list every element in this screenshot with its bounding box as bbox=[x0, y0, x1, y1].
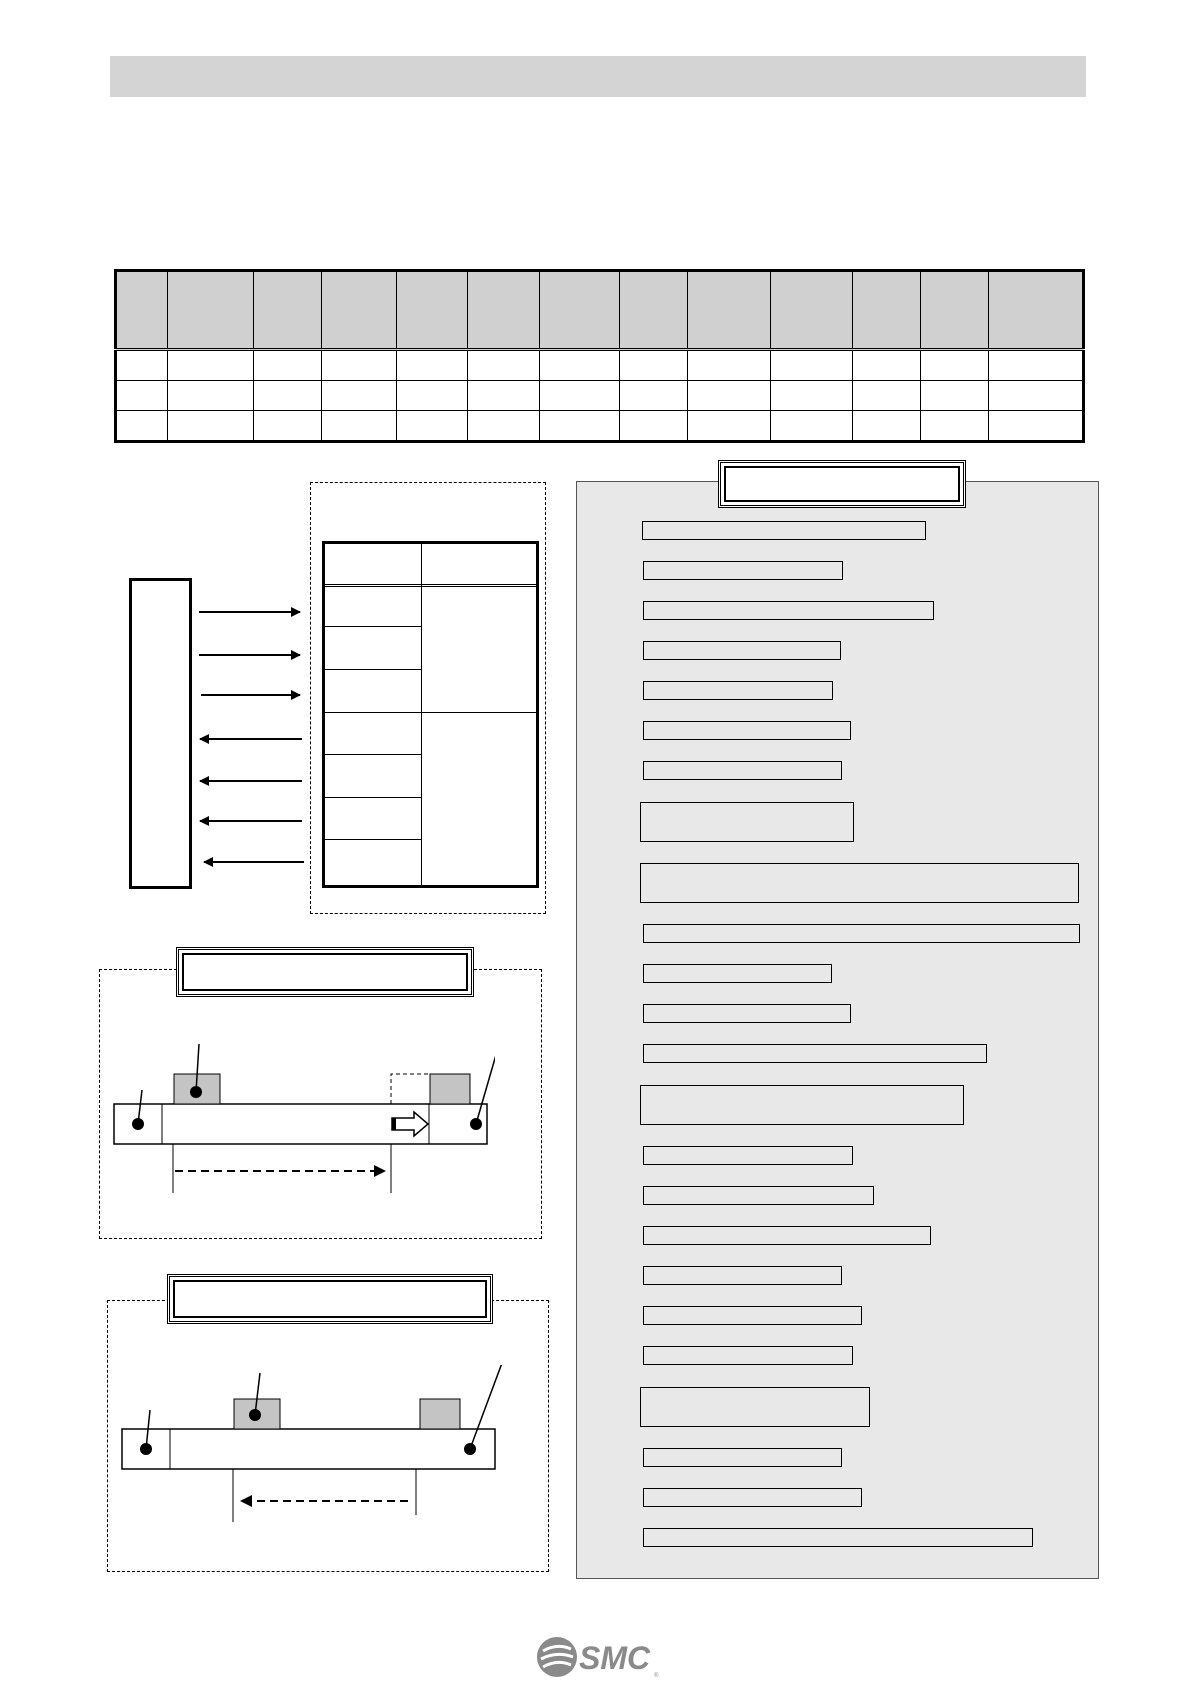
table-cell bbox=[620, 350, 688, 381]
table-cell bbox=[688, 411, 771, 442]
list-item-field bbox=[643, 1186, 874, 1205]
table-cell bbox=[468, 350, 540, 381]
list-item-field bbox=[640, 1387, 870, 1427]
controller-box bbox=[129, 578, 192, 889]
list-item-field bbox=[643, 1004, 851, 1023]
table-cell bbox=[322, 381, 397, 411]
table-cell bbox=[397, 381, 468, 411]
list-item-field bbox=[640, 802, 854, 842]
list-item-field bbox=[640, 1085, 964, 1125]
smc-logo-mark bbox=[537, 1637, 577, 1677]
section-header-band bbox=[110, 56, 1086, 97]
table-cell bbox=[620, 411, 688, 442]
table-cell bbox=[468, 381, 540, 411]
table-header-cell bbox=[254, 271, 322, 350]
list-item-field bbox=[643, 1266, 842, 1285]
table-cell bbox=[771, 411, 853, 442]
table-cell bbox=[921, 381, 989, 411]
smc-logo bbox=[535, 1635, 660, 1679]
table-cell bbox=[921, 350, 989, 381]
table-header-row bbox=[116, 271, 1084, 350]
list-item-field bbox=[640, 863, 1079, 903]
table-row bbox=[116, 411, 1084, 442]
list-item-field bbox=[643, 964, 832, 983]
table-cell bbox=[168, 411, 254, 442]
table-header-cell bbox=[468, 271, 540, 350]
actuator-rail bbox=[122, 1429, 495, 1469]
operation-diagram-1 bbox=[110, 1040, 495, 1195]
list-item-field bbox=[643, 1448, 842, 1467]
table-cell bbox=[397, 350, 468, 381]
table-block-end bbox=[430, 1074, 470, 1104]
table-header-cell bbox=[853, 271, 921, 350]
table-cell bbox=[116, 350, 168, 381]
list-item-field bbox=[643, 641, 841, 660]
table-cell bbox=[254, 381, 322, 411]
operation-diagram-2 bbox=[118, 1365, 504, 1525]
actuator-rail bbox=[114, 1104, 487, 1144]
parameter-table bbox=[114, 269, 1085, 443]
list-item-field bbox=[643, 1044, 987, 1063]
table-cell bbox=[168, 350, 254, 381]
table-header-cell bbox=[116, 271, 168, 350]
io-signal-table bbox=[322, 541, 539, 888]
list-item-field bbox=[642, 521, 926, 540]
table-cell bbox=[322, 411, 397, 442]
smc-logo-text: SMC bbox=[579, 1640, 651, 1676]
table-cell bbox=[540, 411, 620, 442]
table-row bbox=[116, 350, 1084, 381]
list-item-field bbox=[643, 761, 842, 780]
list-item-field bbox=[643, 1146, 853, 1165]
list-item-field bbox=[643, 681, 833, 700]
table-cell bbox=[921, 411, 989, 442]
table-cell bbox=[116, 381, 168, 411]
table-cell bbox=[620, 381, 688, 411]
table-header-cell bbox=[688, 271, 771, 350]
list-item-field bbox=[643, 1488, 862, 1507]
table-cell bbox=[168, 381, 254, 411]
table-header-cell bbox=[620, 271, 688, 350]
list-item-field bbox=[643, 1226, 931, 1245]
table-cell bbox=[989, 350, 1084, 381]
list-item-field bbox=[643, 1306, 862, 1325]
table-cell bbox=[322, 350, 397, 381]
table-header-cell bbox=[397, 271, 468, 350]
list-item-field bbox=[643, 924, 1080, 943]
list-item-field bbox=[643, 561, 843, 580]
table-cell bbox=[254, 411, 322, 442]
svg-text:®: ® bbox=[654, 1673, 659, 1679]
table-header-cell bbox=[322, 271, 397, 350]
table-header-cell bbox=[771, 271, 853, 350]
table-cell bbox=[989, 381, 1084, 411]
table-cell bbox=[853, 350, 921, 381]
table-cell bbox=[771, 350, 853, 381]
table-block-end bbox=[420, 1399, 460, 1429]
list-item-field bbox=[643, 1528, 1033, 1547]
table-cell bbox=[771, 381, 853, 411]
table-cell bbox=[989, 411, 1084, 442]
table-header-cell bbox=[921, 271, 989, 350]
table-header-cell bbox=[168, 271, 254, 350]
list-item-field bbox=[643, 1346, 853, 1365]
table-cell bbox=[254, 350, 322, 381]
table-cell bbox=[688, 381, 771, 411]
parameter-list-title bbox=[718, 460, 966, 508]
table-cell bbox=[688, 350, 771, 381]
table-cell bbox=[397, 411, 468, 442]
table-row bbox=[116, 381, 1084, 411]
table-cell bbox=[116, 411, 168, 442]
table-cell bbox=[853, 381, 921, 411]
io-signal-arrows bbox=[190, 595, 310, 880]
table-cell bbox=[468, 411, 540, 442]
operation-diagram-1-title bbox=[176, 947, 474, 997]
list-item-field bbox=[643, 601, 934, 620]
table-cell bbox=[853, 411, 921, 442]
list-item-field bbox=[643, 721, 851, 740]
table-header-cell bbox=[540, 271, 620, 350]
operation-diagram-2-title bbox=[167, 1274, 493, 1324]
table-header-cell bbox=[989, 271, 1084, 350]
table-cell bbox=[540, 350, 620, 381]
table-cell bbox=[540, 381, 620, 411]
